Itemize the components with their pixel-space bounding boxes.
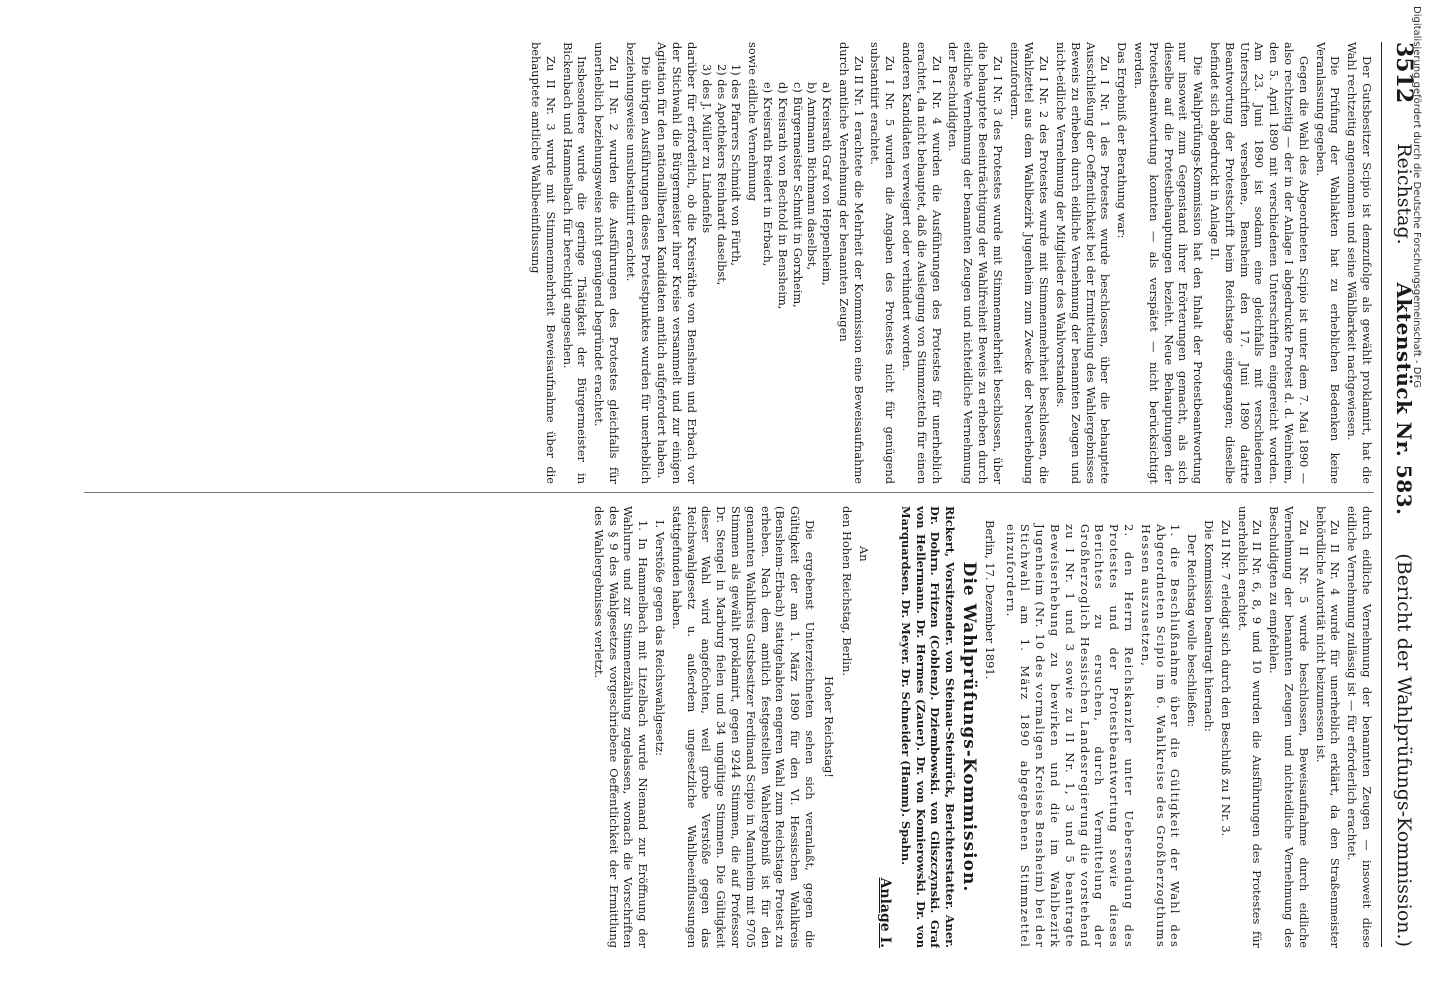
resolution-item: 2. den Herrn Reichskanzler unter Uebersendung des Protestes und der Protestbeantwortung sowie dieses Berichtes zu ersuchen, durch Vermittelung der Großherzoglich Hessischen Landesregierung die vorstehend zu I Nr. 1 und 3 sowie zu II Nr. 1, 3 und 5 beantragte Beweiserhebung zu bewirken und die im Wahlbezirk Jugenheim (Nr. 10 des vormaligen Kreises Bensheim) bei der Stichwahl am 1. März 1890 abgegebenen Stimmzettel einzufordern. bbox=[1003, 524, 1137, 948]
list-item: a) Kreisrath Graf von Heppenheim, bbox=[820, 82, 835, 286]
page-number: 3512 bbox=[1391, 42, 1417, 104]
paragraph: sowie eidliche Vernehmung bbox=[746, 42, 761, 202]
header-left: Reichstag. bbox=[1393, 143, 1415, 245]
commission-members: Rickert, Vorsitzender. von Steinau-Steinrück, Berichterstatter. Aner. Dr. Dohrn. Fritzen (Coblenz). Dziembowski. von Gliszczynski. Graf von Hellermann. Dr. Hermes (Zauer). Dr. von Komierowski. Dr. von Marquardsen. Dr. Meyer. Dr. Schneider (Hamm). Spahn. bbox=[898, 506, 958, 948]
paragraph: Die Kommission beantragt hiernach: bbox=[1202, 520, 1217, 732]
paragraph: Zu II Nr. 4 wurde für unerheblich erklärt, da den Straßenmeister behördliche Autorität nicht beizumessen ist. bbox=[1313, 506, 1343, 948]
paragraph: Zu II Nr. 3 wurde mit Stimmenmehrheit Beweisaufnahme über die behauptete amtliche Wahlbeeinflussung bbox=[528, 42, 558, 484]
witness-list bbox=[760, 42, 834, 484]
resolutions-list bbox=[1003, 506, 1183, 948]
paragraph: Zu I Nr. 5 wurden die Angaben des Protestes nicht für genügend substantiirt erachtet. bbox=[868, 42, 898, 484]
salutation: Hoher Reichstag! bbox=[821, 676, 836, 778]
list-item: d) Kreisrath von Bechtold in Bensheim, bbox=[775, 82, 790, 310]
date-line: Berlin, 17. Dezember 1891. bbox=[982, 520, 997, 680]
header-document-number: Aktenstück Nr. 583. bbox=[1392, 282, 1416, 516]
column-right bbox=[74, 506, 1374, 948]
paragraph: Zu I Nr. 4 wurden die Ausführungen des Protestes für unerheblich erachtet, da nicht behauptet, daß die Auslegung von Stimmzetteln für einen anderen Kandidaten verweigert oder verhindert worden. bbox=[900, 42, 944, 484]
paragraph: Gegen die Wahl des Abgeordneten Scipio ist unter dem 7. Mai 1890 — also rechtzeitig — der in der Anlage I abgedruckte Protest d. d. Weinheim, den 5. April 1890 mit verschiedenen Unterschriften eingereicht worden. Am 23. Juni 1890 ist sodann eine gleichfalls mit verschiedenen Unterschriften versehene, Bensheim den 17. Juni 1890 datirte Beantwortung der Protestschrift beim Reichstage eingegangen; dieselbe befindet sich abgedruckt in Anlage II. bbox=[1208, 42, 1311, 484]
list-item: b) Amtmann Bichmann daselbst, bbox=[805, 82, 820, 271]
paragraph: Die übrigen Ausführungen dieses Protestpunktes wurden für unerheblich beziehungsweise unsubstantiirt erachtet. bbox=[623, 42, 653, 484]
paragraph: Zu II Nr. 6, 8, 9 und 10 wurden die Ausführungen des Protestes für unerheblich erachtet. bbox=[1235, 506, 1265, 948]
paragraph: Zu II Nr. 5 wurde beschlossen, Beweisaufnahme durch eidliche Vernehmung der benannten Zeugen und nichteidliche Vernehmung des Beschuldigten zu empfehlen. bbox=[1267, 506, 1311, 948]
paragraph: Zu I Nr. 3 des Protestes wurde mit Stimmenmehrheit beschlossen, über die behauptete Beeinträchtigung der Wahlfreiheit Beweis zu erheben durch eidliche Vernehmung der benannten Zeugen und nichteidliche Vernehmung der Beschuldigten. bbox=[946, 42, 1005, 484]
column-divider bbox=[84, 492, 1374, 493]
paragraph: Zu I Nr. 1 des Protestes wurde beschlossen, über die behauptete Ausschließung der Oeffentlichkeit bei der Ermittelung des Wahlergebnisses Beweis zu erheben durch eidliche Vernehmung der benannten Zeugen und nicht-eidliche Vernehmung der Mitglieder des Wahlvorstandes. bbox=[1054, 42, 1113, 484]
annex-heading: Anlage I. bbox=[877, 877, 894, 948]
digitization-note bbox=[1408, 6, 1426, 991]
paragraph: Insbesondere wurde die geringe Thätigkeit der Bürgermeister in Bickenbach und Hammelbach für berechtigt angesehen. bbox=[560, 42, 590, 484]
paragraph: Der Reichstag wolle beschließen: bbox=[1185, 534, 1200, 728]
paragraph: 1. In Hammelbach mit Litzelbach wurde Niemand zur Eröffnung der Wahlurne und zur Stimmenzählung zugelassen, wonach die Vorschriften des § 9 des Wahlgesetzes vorgeschriebene Oeffentlichkeit der Ermittlung des Wahlergebnisses verletzt. bbox=[591, 506, 651, 948]
resolution-item: 1. die Beschlußnahme über die Gültigkeit der Wahl des Abgeordneten Scipio im 6. Wahlkreise des Großherzogthums Hessen auszusetzen, bbox=[1138, 524, 1183, 948]
header-right: (Bericht der Wahlprüfungs-Kommission.) bbox=[1393, 553, 1415, 947]
list-item: 1) des Pfarrers Schmidt von Fürth, bbox=[729, 64, 744, 266]
paragraph: durch eidliche Vernehmung der benannten Zeugen — insoweit diese eidliche Vernehmung zulässig ist — für erforderlich erachtet. bbox=[1345, 506, 1374, 948]
list-item: 2) des Apothekers Reinhardt daselbst, bbox=[714, 64, 729, 286]
list-item: c) Bürgermeister Schmitt in Gorxheim, bbox=[790, 82, 805, 308]
paragraph: Zu II Nr. 7 erledigt sich durch den Beschluß zu I Nr. 3. bbox=[1218, 520, 1233, 837]
paragraph: Die ergebenst Unterzeichneten sehen sich veranlaßt, gegen die Gültigkeit der am 1. März 1890 für den VI. Hessischen Wahlkreis (Bensheim-Erbach) stattgehabten engeren Wahl zum Reichstage Protest zu erheben. Nach dem amtlich festgestellten Wahlergebniß ist für den genannten Wahlkreis Gutsbesitzer Ferdinand Scipio in Mannheim mit 9705 Stimmen als gewählt proklamirt, gegen 9244 Stimmen, die auf Professor Dr. Stengel in Marburg fielen und 34 ungültige Stimmen. Die Gültigkeit dieser Wahl wird angefochten, weil grobe Verstöße gegen das Reichswahlgesetz u. außerdem ungesetzliche Wahlbeeinflussungen stattgefunden haben. bbox=[669, 506, 817, 948]
paragraph: Zu II Nr. 1 erachtete die Mehrheit der Kommission eine Beweisaufnahme durch amtliche Vernehmung der benannten Zeugen bbox=[836, 42, 866, 484]
column-left bbox=[74, 42, 1374, 484]
paragraph: Die Prüfung der Wahlakten hat zu erheblichen Bedenken keine Veranlassung gegeben. bbox=[1313, 42, 1343, 484]
digitization-note-text: Digitalisierung gefördert durch die Deutsche Forschungsgemeinschaft - DFG bbox=[1411, 6, 1422, 389]
paragraph: Zu I Nr. 2 des Protestes wurde mit Stimmenmehrheit beschlossen, die Wahlzettel aus dem Wahlbezirk Jugenheim zum Zwecke der Neuerhebung einzufordern. bbox=[1007, 42, 1052, 484]
list-item: e) Kreisrath Breidert in Erbach, bbox=[760, 82, 775, 267]
sworn-witness-list bbox=[699, 42, 743, 484]
paragraph: darüber für erforderlich, ob die Kreisräthe von Bensheim und Erbach vor der Stichwahl die Bürgermeister ihrer Kreise versammelt und zur einigen Agitation für den nationalliberalen Kandidaten amtlich aufgefordert haben. bbox=[655, 42, 699, 484]
commission-title: Die Wahlprüfungs-Kommission. bbox=[959, 561, 980, 893]
paragraph: Der Gutsbesitzer Scipio ist demzufolge als gewählt proklamirt, hat die Wahl rechtzeitig angenommen und seine Wählbarkeit nachgewiesen. bbox=[1345, 42, 1374, 484]
list-item: 3) des J. Müller zu Lindenfels bbox=[699, 64, 714, 234]
paragraph: Das Ergebniß der Berathung war: bbox=[1115, 42, 1130, 239]
paragraph: Die Wahlprüfungs-Kommission hat den Inhalt der Protestbeantwortung nur insoweit zum Gegenstand ihrer Erörterungen gemacht, als sich dieselbe auf die Protestbehauptungen bezieht. Neue Behauptungen der Protestbeantwortung konnten — als verspätet — nicht berücksichtigt werden. bbox=[1132, 42, 1206, 484]
paragraph: Zu II Nr. 2 wurden die Ausführungen des Protestes gleichfalls für unerheblich beziehungsweise nicht genügend begründet erachtet. bbox=[592, 42, 621, 484]
paragraph: I. Verstöße gegen das Reichswahlgesetz: bbox=[652, 520, 667, 757]
address-to: An bbox=[857, 546, 872, 562]
address-body: den Hohen Reichstag, Berlin. bbox=[840, 506, 855, 677]
